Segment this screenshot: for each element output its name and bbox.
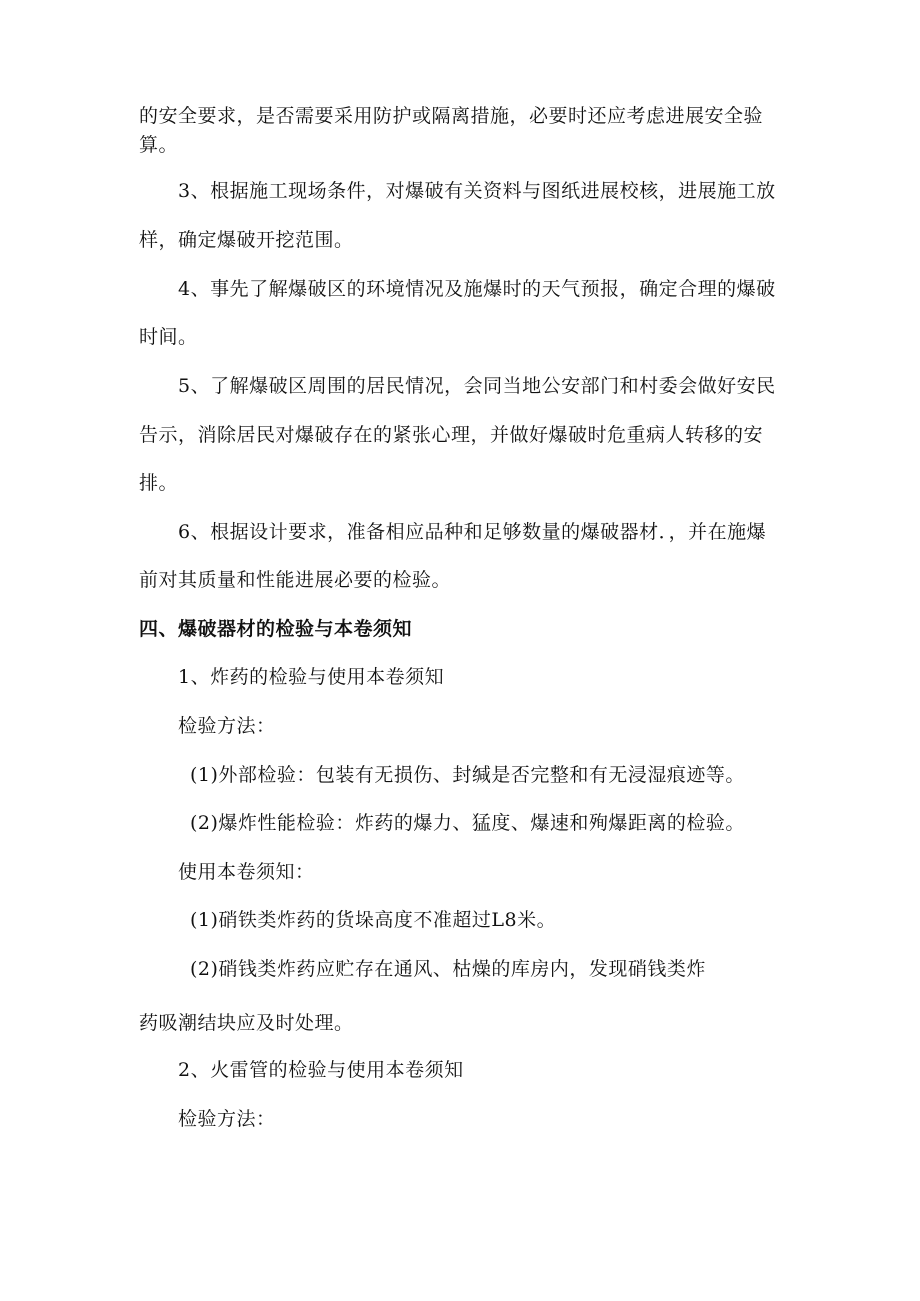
paragraph-line: 5、了解爆破区周围的居民情况，会同当地公安部门和村委会做好安民 bbox=[178, 375, 776, 397]
subsection-heading: 2、火雷管的检验与使用本卷须知 bbox=[178, 1059, 464, 1081]
list-item: (2)硝钱类炸药应贮存在通风、枯燥的库房内，发现硝钱类炸 bbox=[190, 958, 706, 980]
paragraph-line: 检验方法： bbox=[178, 715, 276, 737]
paragraph-line: 使用本卷须知： bbox=[178, 861, 315, 883]
list-item: (1)外部检验：包装有无损伤、封缄是否完整和有无浸湿痕迹等。 bbox=[190, 764, 745, 786]
section-heading: 四、爆破器材的检验与本卷须知 bbox=[139, 618, 413, 640]
paragraph-line: 算。 bbox=[139, 134, 179, 156]
paragraph-line: 时间。 bbox=[139, 326, 198, 348]
paragraph-line: 告示，消除居民对爆破存在的紧张心理，并做好爆破时危重病人转移的安 bbox=[139, 424, 764, 446]
paragraph-line: 4、事先了解爆破区的环境情况及施爆时的天气预报，确定合理的爆破 bbox=[178, 278, 776, 300]
list-item: (2)爆炸性能检验：炸药的爆力、猛度、爆速和殉爆距离的检验。 bbox=[190, 812, 745, 834]
paragraph-line: 6、根据设计要求，准备相应品种和足够数量的爆破器材．，并在施爆 bbox=[178, 521, 767, 543]
subsection-heading: 1、炸药的检验与使用本卷须知 bbox=[178, 666, 445, 688]
paragraph-line: 3、根据施工现场条件，对爆破有关资料与图纸进展校核，进展施工放 bbox=[178, 180, 776, 202]
paragraph-line: 样，确定爆破开挖范围。 bbox=[139, 229, 354, 251]
paragraph-line: 排。 bbox=[139, 472, 179, 494]
list-item: (1)硝铁类炸药的货垛高度不准超过L8米。 bbox=[190, 909, 557, 931]
paragraph-line: 前对其质量和性能进展必要的检验。 bbox=[139, 569, 452, 591]
paragraph-line: 的安全要求，是否需要采用防护或隔离措施，必要时还应考虑进展安全验 bbox=[139, 105, 764, 127]
paragraph-line: 药吸潮结块应及时处理。 bbox=[139, 1012, 354, 1034]
paragraph-line: 检验方法： bbox=[178, 1108, 276, 1130]
